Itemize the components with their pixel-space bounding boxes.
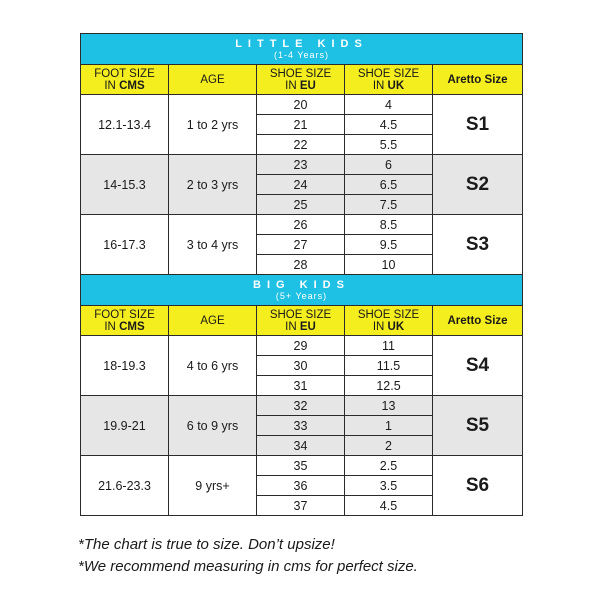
column-header	[345, 65, 433, 95]
column-header-line1: SHOE SIZE	[269, 308, 332, 321]
uk-size-cell: 4.5	[345, 115, 433, 135]
age-cell: 9 yrs+	[169, 456, 257, 516]
section-subtitle: (1-4 Years)	[273, 50, 330, 60]
uk-size-cell: 6.5	[345, 175, 433, 195]
uk-size-cell: 4.5	[345, 496, 433, 516]
column-header	[169, 65, 257, 95]
table-row	[81, 155, 523, 175]
section-banner	[81, 34, 523, 65]
aretto-size-cell: S2	[433, 155, 523, 215]
uk-size-cell: 7.5	[345, 195, 433, 215]
age-cell: 2 to 3 yrs	[169, 155, 257, 215]
section-banner	[81, 275, 523, 306]
column-header	[257, 65, 345, 95]
uk-size-cell: 3.5	[345, 476, 433, 496]
eu-size-cell: 22	[257, 135, 345, 155]
aretto-size-cell: S6	[433, 456, 523, 516]
uk-size-cell: 11	[345, 336, 433, 356]
age-cell: 1 to 2 yrs	[169, 95, 257, 155]
column-header-line1: FOOT SIZE	[94, 67, 155, 80]
uk-size-cell: 1	[345, 416, 433, 436]
note-measure-cms: *We recommend measuring in cms for perfect size.	[78, 558, 418, 575]
foot-size-cell: 16-17.3	[81, 215, 169, 275]
eu-size-cell: 25	[257, 195, 345, 215]
eu-size-cell: 31	[257, 376, 345, 396]
section-title: LITTLE KIDS	[235, 38, 368, 50]
column-header-unit: EU	[299, 320, 316, 333]
aretto-size-cell: S3	[433, 215, 523, 275]
eu-size-cell: 35	[257, 456, 345, 476]
uk-size-cell: 5.5	[345, 135, 433, 155]
table-row	[81, 95, 523, 115]
uk-size-cell: 12.5	[345, 376, 433, 396]
column-header-line1: Aretto Size	[447, 314, 508, 327]
eu-size-cell: 27	[257, 235, 345, 255]
eu-size-cell: 36	[257, 476, 345, 496]
column-header-unit: UK	[387, 320, 405, 333]
column-header	[81, 306, 169, 336]
notes	[78, 534, 548, 578]
eu-size-cell: 26	[257, 215, 345, 235]
column-header-line2-prefix: IN	[285, 320, 300, 333]
section-banner-row	[81, 34, 523, 65]
aretto-size-cell: S4	[433, 336, 523, 396]
section-title: BIG KIDS	[253, 279, 350, 291]
foot-size-cell: 19.9-21	[81, 396, 169, 456]
uk-size-cell: 10	[345, 255, 433, 275]
header-row	[81, 306, 523, 336]
eu-size-cell: 33	[257, 416, 345, 436]
table-row	[81, 336, 523, 356]
age-cell: 3 to 4 yrs	[169, 215, 257, 275]
eu-size-cell: 32	[257, 396, 345, 416]
eu-size-cell: 30	[257, 356, 345, 376]
eu-size-cell: 20	[257, 95, 345, 115]
eu-size-cell: 23	[257, 155, 345, 175]
eu-size-cell: 29	[257, 336, 345, 356]
column-header	[81, 65, 169, 95]
eu-size-cell: 24	[257, 175, 345, 195]
note-true-to-size: *The chart is true to size. Don’t upsize!	[78, 536, 335, 553]
uk-size-cell: 13	[345, 396, 433, 416]
column-header-unit: UK	[387, 79, 405, 92]
uk-size-cell: 11.5	[345, 356, 433, 376]
column-header-line1: AGE	[200, 314, 225, 327]
eu-size-cell: 28	[257, 255, 345, 275]
column-header-line2-prefix: IN	[372, 79, 388, 92]
uk-size-cell: 9.5	[345, 235, 433, 255]
aretto-size-cell: S1	[433, 95, 523, 155]
column-header-line2-prefix: IN	[372, 320, 388, 333]
uk-size-cell: 6	[345, 155, 433, 175]
column-header-line1: SHOE SIZE	[269, 67, 332, 80]
column-header-line2-prefix: IN	[285, 79, 300, 92]
age-cell: 4 to 6 yrs	[169, 336, 257, 396]
column-header-unit: CMS	[119, 79, 145, 92]
column-header-line1: Aretto Size	[447, 73, 508, 86]
eu-size-cell: 21	[257, 115, 345, 135]
size-chart-table	[80, 33, 523, 516]
column-header-line2-prefix: IN	[104, 320, 120, 333]
header-row	[81, 65, 523, 95]
column-header-unit: CMS	[119, 320, 145, 333]
uk-size-cell: 2.5	[345, 456, 433, 476]
column-header-line1: SHOE SIZE	[357, 308, 420, 321]
column-header-line1: FOOT SIZE	[94, 308, 155, 321]
aretto-size-cell: S5	[433, 396, 523, 456]
column-header-line2-prefix: IN	[104, 79, 120, 92]
eu-size-cell: 37	[257, 496, 345, 516]
column-header	[433, 65, 523, 95]
uk-size-cell: 4	[345, 95, 433, 115]
uk-size-cell: 2	[345, 436, 433, 456]
column-header	[345, 306, 433, 336]
table-row	[81, 215, 523, 235]
table-row	[81, 456, 523, 476]
table-row	[81, 396, 523, 416]
column-header-line1: AGE	[200, 73, 225, 86]
column-header-unit: EU	[299, 79, 316, 92]
column-header	[257, 306, 345, 336]
section-banner-row	[81, 275, 523, 306]
column-header	[169, 306, 257, 336]
section-subtitle: (5+ Years)	[275, 291, 328, 301]
foot-size-cell: 12.1-13.4	[81, 95, 169, 155]
foot-size-cell: 18-19.3	[81, 336, 169, 396]
uk-size-cell: 8.5	[345, 215, 433, 235]
foot-size-cell: 21.6-23.3	[81, 456, 169, 516]
column-header-line1: SHOE SIZE	[357, 67, 420, 80]
column-header	[433, 306, 523, 336]
eu-size-cell: 34	[257, 436, 345, 456]
age-cell: 6 to 9 yrs	[169, 396, 257, 456]
foot-size-cell: 14-15.3	[81, 155, 169, 215]
